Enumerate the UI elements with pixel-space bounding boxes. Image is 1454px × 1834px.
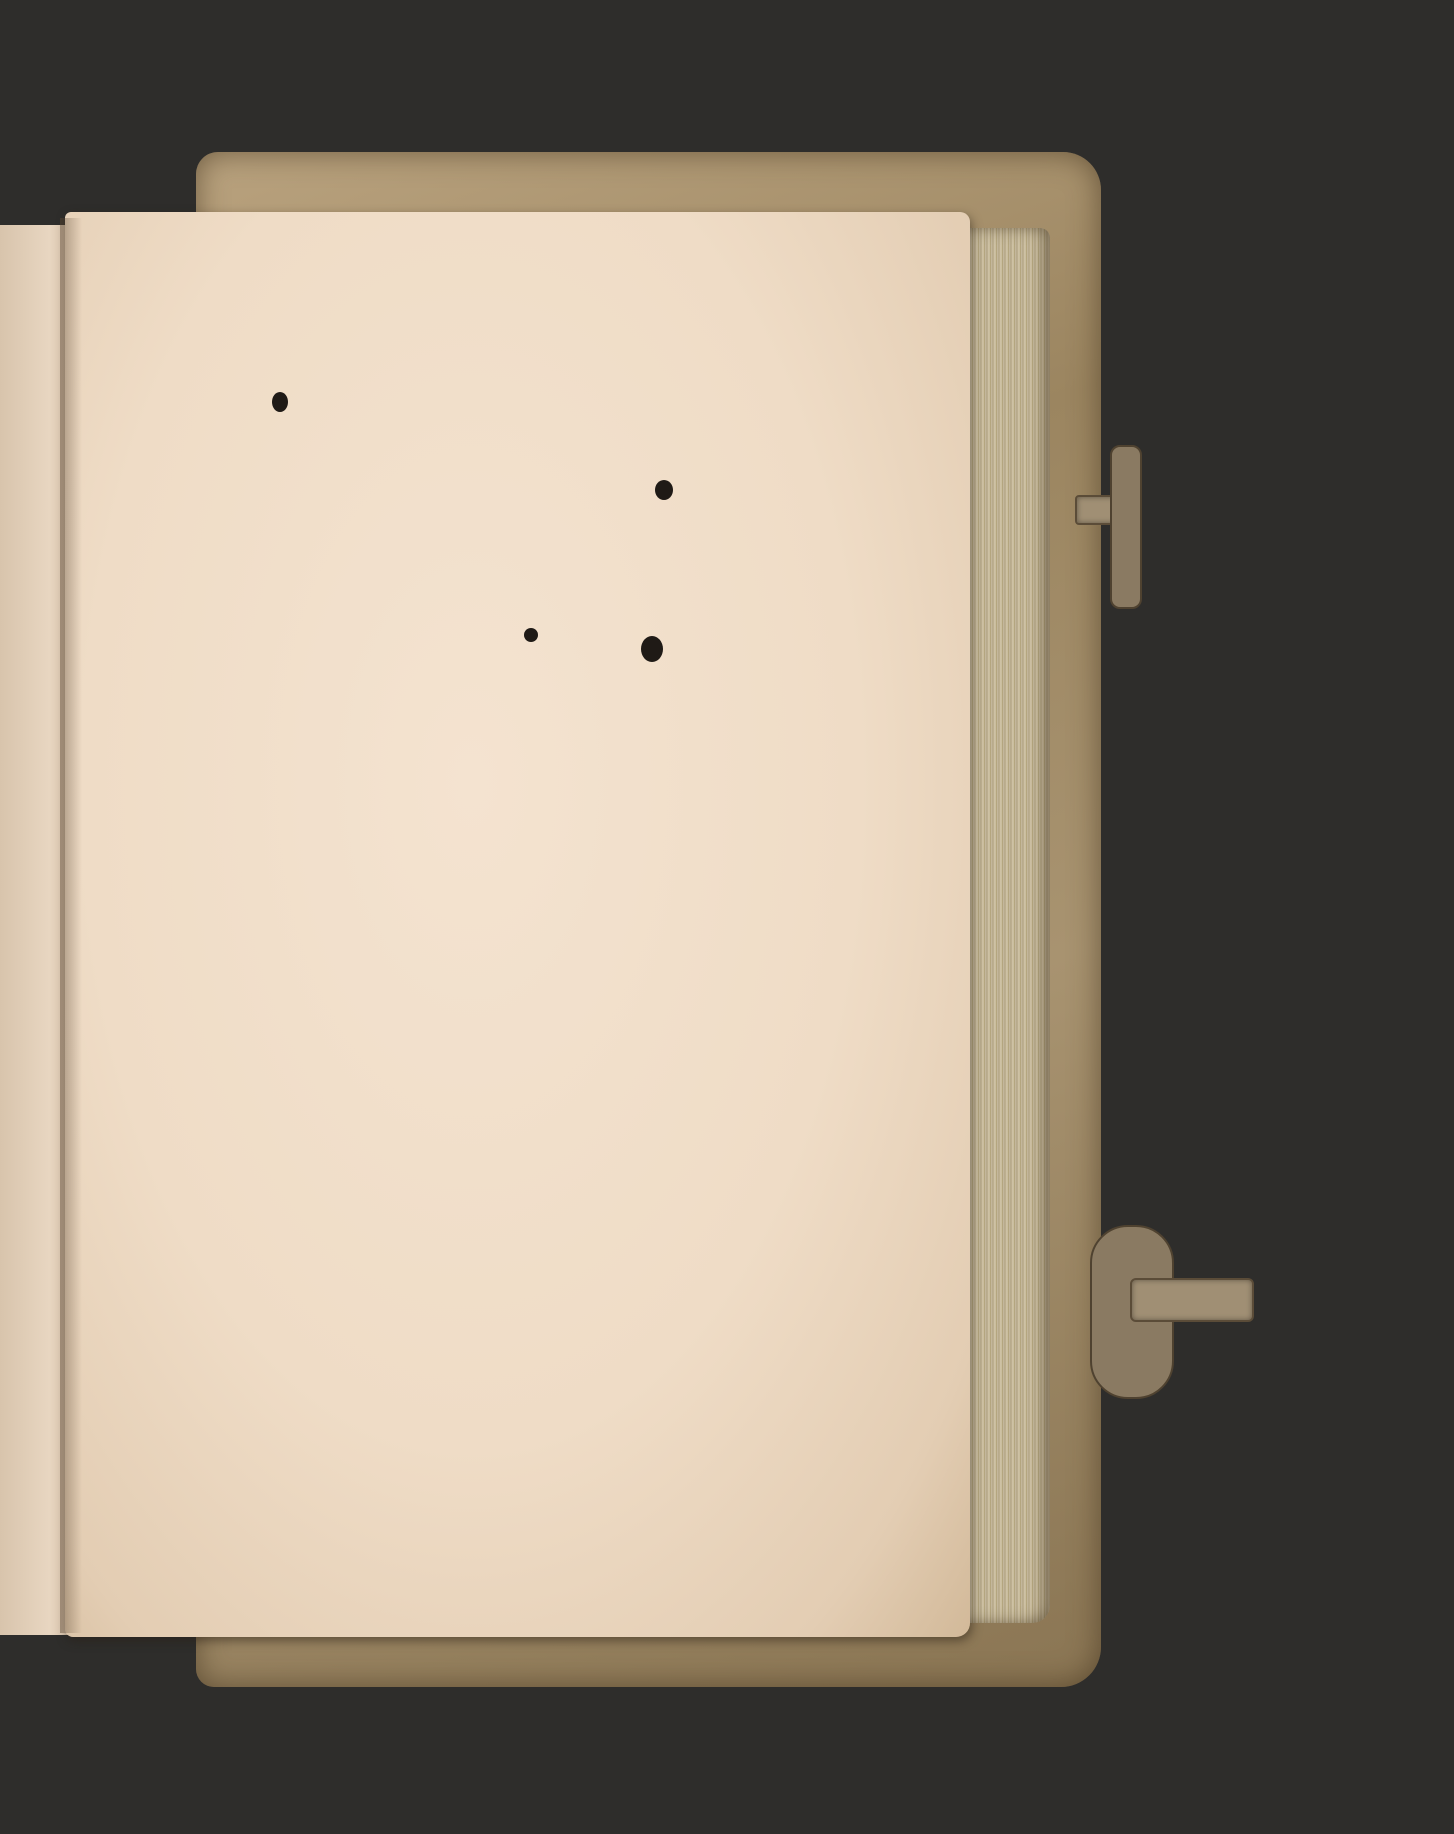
worm-hole: [641, 636, 663, 662]
worm-hole: [655, 480, 673, 500]
worm-hole: [272, 392, 288, 412]
page-gutter-shadow: [60, 218, 82, 1633]
lower-clasp: [1130, 1278, 1254, 1322]
upper-clasp-knob: [1110, 445, 1142, 609]
worm-hole: [524, 628, 538, 642]
book-page: [65, 212, 970, 1637]
